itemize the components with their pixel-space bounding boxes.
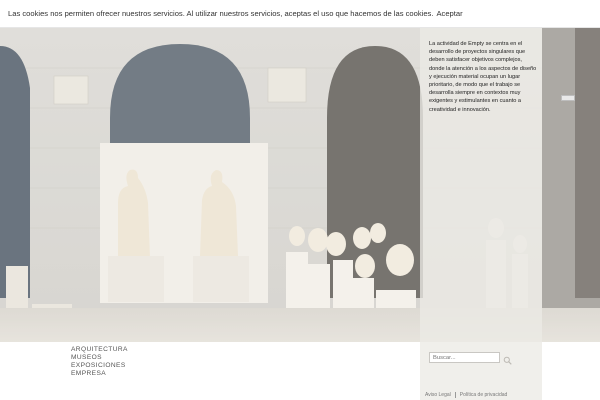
search-input[interactable] <box>429 352 500 363</box>
footer-links <box>425 392 507 398</box>
cookie-accept-button[interactable]: Aceptar <box>436 9 463 18</box>
nav-item-arquitectura[interactable]: ARQUITECTURA <box>71 346 128 353</box>
info-description: La actividad de Empty se centra en el desarrollo de proyectos singulares que deben satisfacer objetivos complejos, donde la atención a los aspectos de diseño y ejecución material ocupan un lugar prioritario, de modo que el trabajo se desarrolla siempre en contextos muy exigentes y estimulantes en cuanto a creatividad e innovación. <box>429 41 537 113</box>
cookie-message: Las cookies nos permiten ofrecer nuestros servicios. Al utilizar nuestros servicios, aceptas el uso que hacemos de las cookies. <box>8 9 434 18</box>
legal-notice-link[interactable]: Aviso Legal <box>425 392 451 398</box>
nav-item-empresa[interactable]: EMPRESA <box>71 370 107 378</box>
nav-item-museos[interactable]: MUSEOS <box>71 354 102 362</box>
cookie-bar <box>0 0 600 28</box>
main-nav <box>71 346 128 378</box>
footer-divider <box>455 392 456 398</box>
nav-item-exposiciones[interactable]: EXPOSICIONES <box>71 362 126 370</box>
slider-indicator[interactable] <box>561 95 575 101</box>
search-icon[interactable] <box>503 352 512 361</box>
privacy-policy-link[interactable]: Política de privacidad <box>459 392 508 398</box>
